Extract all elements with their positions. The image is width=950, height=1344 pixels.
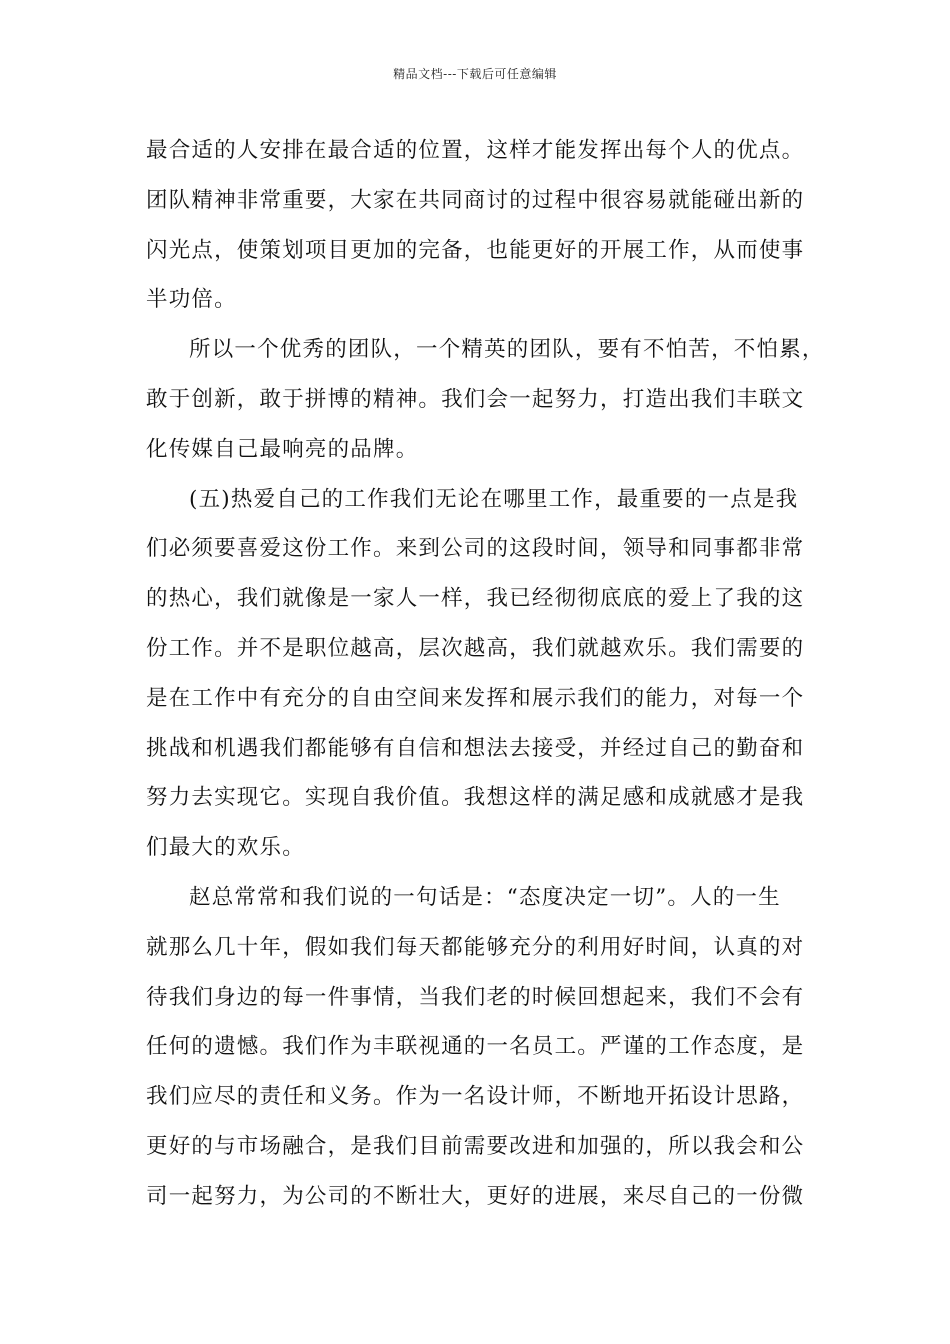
text-line: 敢于创新，敢于拼博的精神。我们会一起努力，打造出我们丰联文 <box>146 386 805 412</box>
text-line: 们最大的欢乐。 <box>146 835 305 861</box>
text-line: 化传媒自己最响亮的品牌。 <box>146 436 419 462</box>
text-line: 份工作。并不是职位越高，层次越高，我们就越欢乐。我们需要的 <box>146 635 805 661</box>
text-line: 我们应尽的责任和义务。作为一名设计师，不断地开拓设计思路， <box>146 1084 805 1110</box>
page-header: 精品文档---下载后可任意编辑 <box>393 67 557 81</box>
text-line: 挑战和机遇我们都能够有自信和想法去接受，并经过自己的勤奋和 <box>146 735 805 761</box>
text-line: 司一起努力，为公司的不断壮大，更好的进展，来尽自己的一份微 <box>146 1183 805 1209</box>
paragraph-first-line: 赵总常常和我们说的一句话是：“态度决定一切”。人的一生 <box>189 884 781 910</box>
text-line: 努力去实现它。实现自我价值。我想这样的满足感和成就感才是我 <box>146 785 805 811</box>
text-line: 半功倍。 <box>146 287 237 313</box>
text-line: 团队精神非常重要，大家在共同商讨的过程中很容易就能碰出新的 <box>146 187 805 213</box>
text-line: 待我们身边的每一件事情，当我们老的时候回想起来，我们不会有 <box>146 984 805 1010</box>
text-line: 闪光点，使策划项目更加的完备，也能更好的开展工作，从而使事 <box>146 237 805 263</box>
body-text <box>146 126 836 1222</box>
text-line: 们必须要喜爱这份工作。来到公司的这段时间，领导和同事都非常 <box>146 536 805 562</box>
paragraph-first-line: 所以一个优秀的团队，一个精英的团队，要有不怕苦，不怕累， <box>189 337 825 363</box>
text-line: 更好的与市场融合，是我们目前需要改进和加强的，所以我会和公 <box>146 1133 805 1159</box>
text-line: 最合适的人安排在最合适的位置，这样才能发挥出每个人的优点。 <box>146 138 805 163</box>
text-line: 就那么几十年，假如我们每天都能够充分的利用好时间，认真的对 <box>146 934 805 960</box>
paragraph-first-line: (五)热爱自己的工作我们无论在哪里工作，最重要的一点是我 <box>189 486 799 512</box>
text-line: 是在工作中有充分的自由空间来发挥和展示我们的能力，对每一个 <box>146 685 805 711</box>
text-line: 任何的遗憾。我们作为丰联视通的一名员工。严谨的工作态度，是 <box>146 1034 805 1060</box>
text-line: 的热心，我们就像是一家人一样，我已经彻彻底底的爱上了我的这 <box>146 586 805 612</box>
